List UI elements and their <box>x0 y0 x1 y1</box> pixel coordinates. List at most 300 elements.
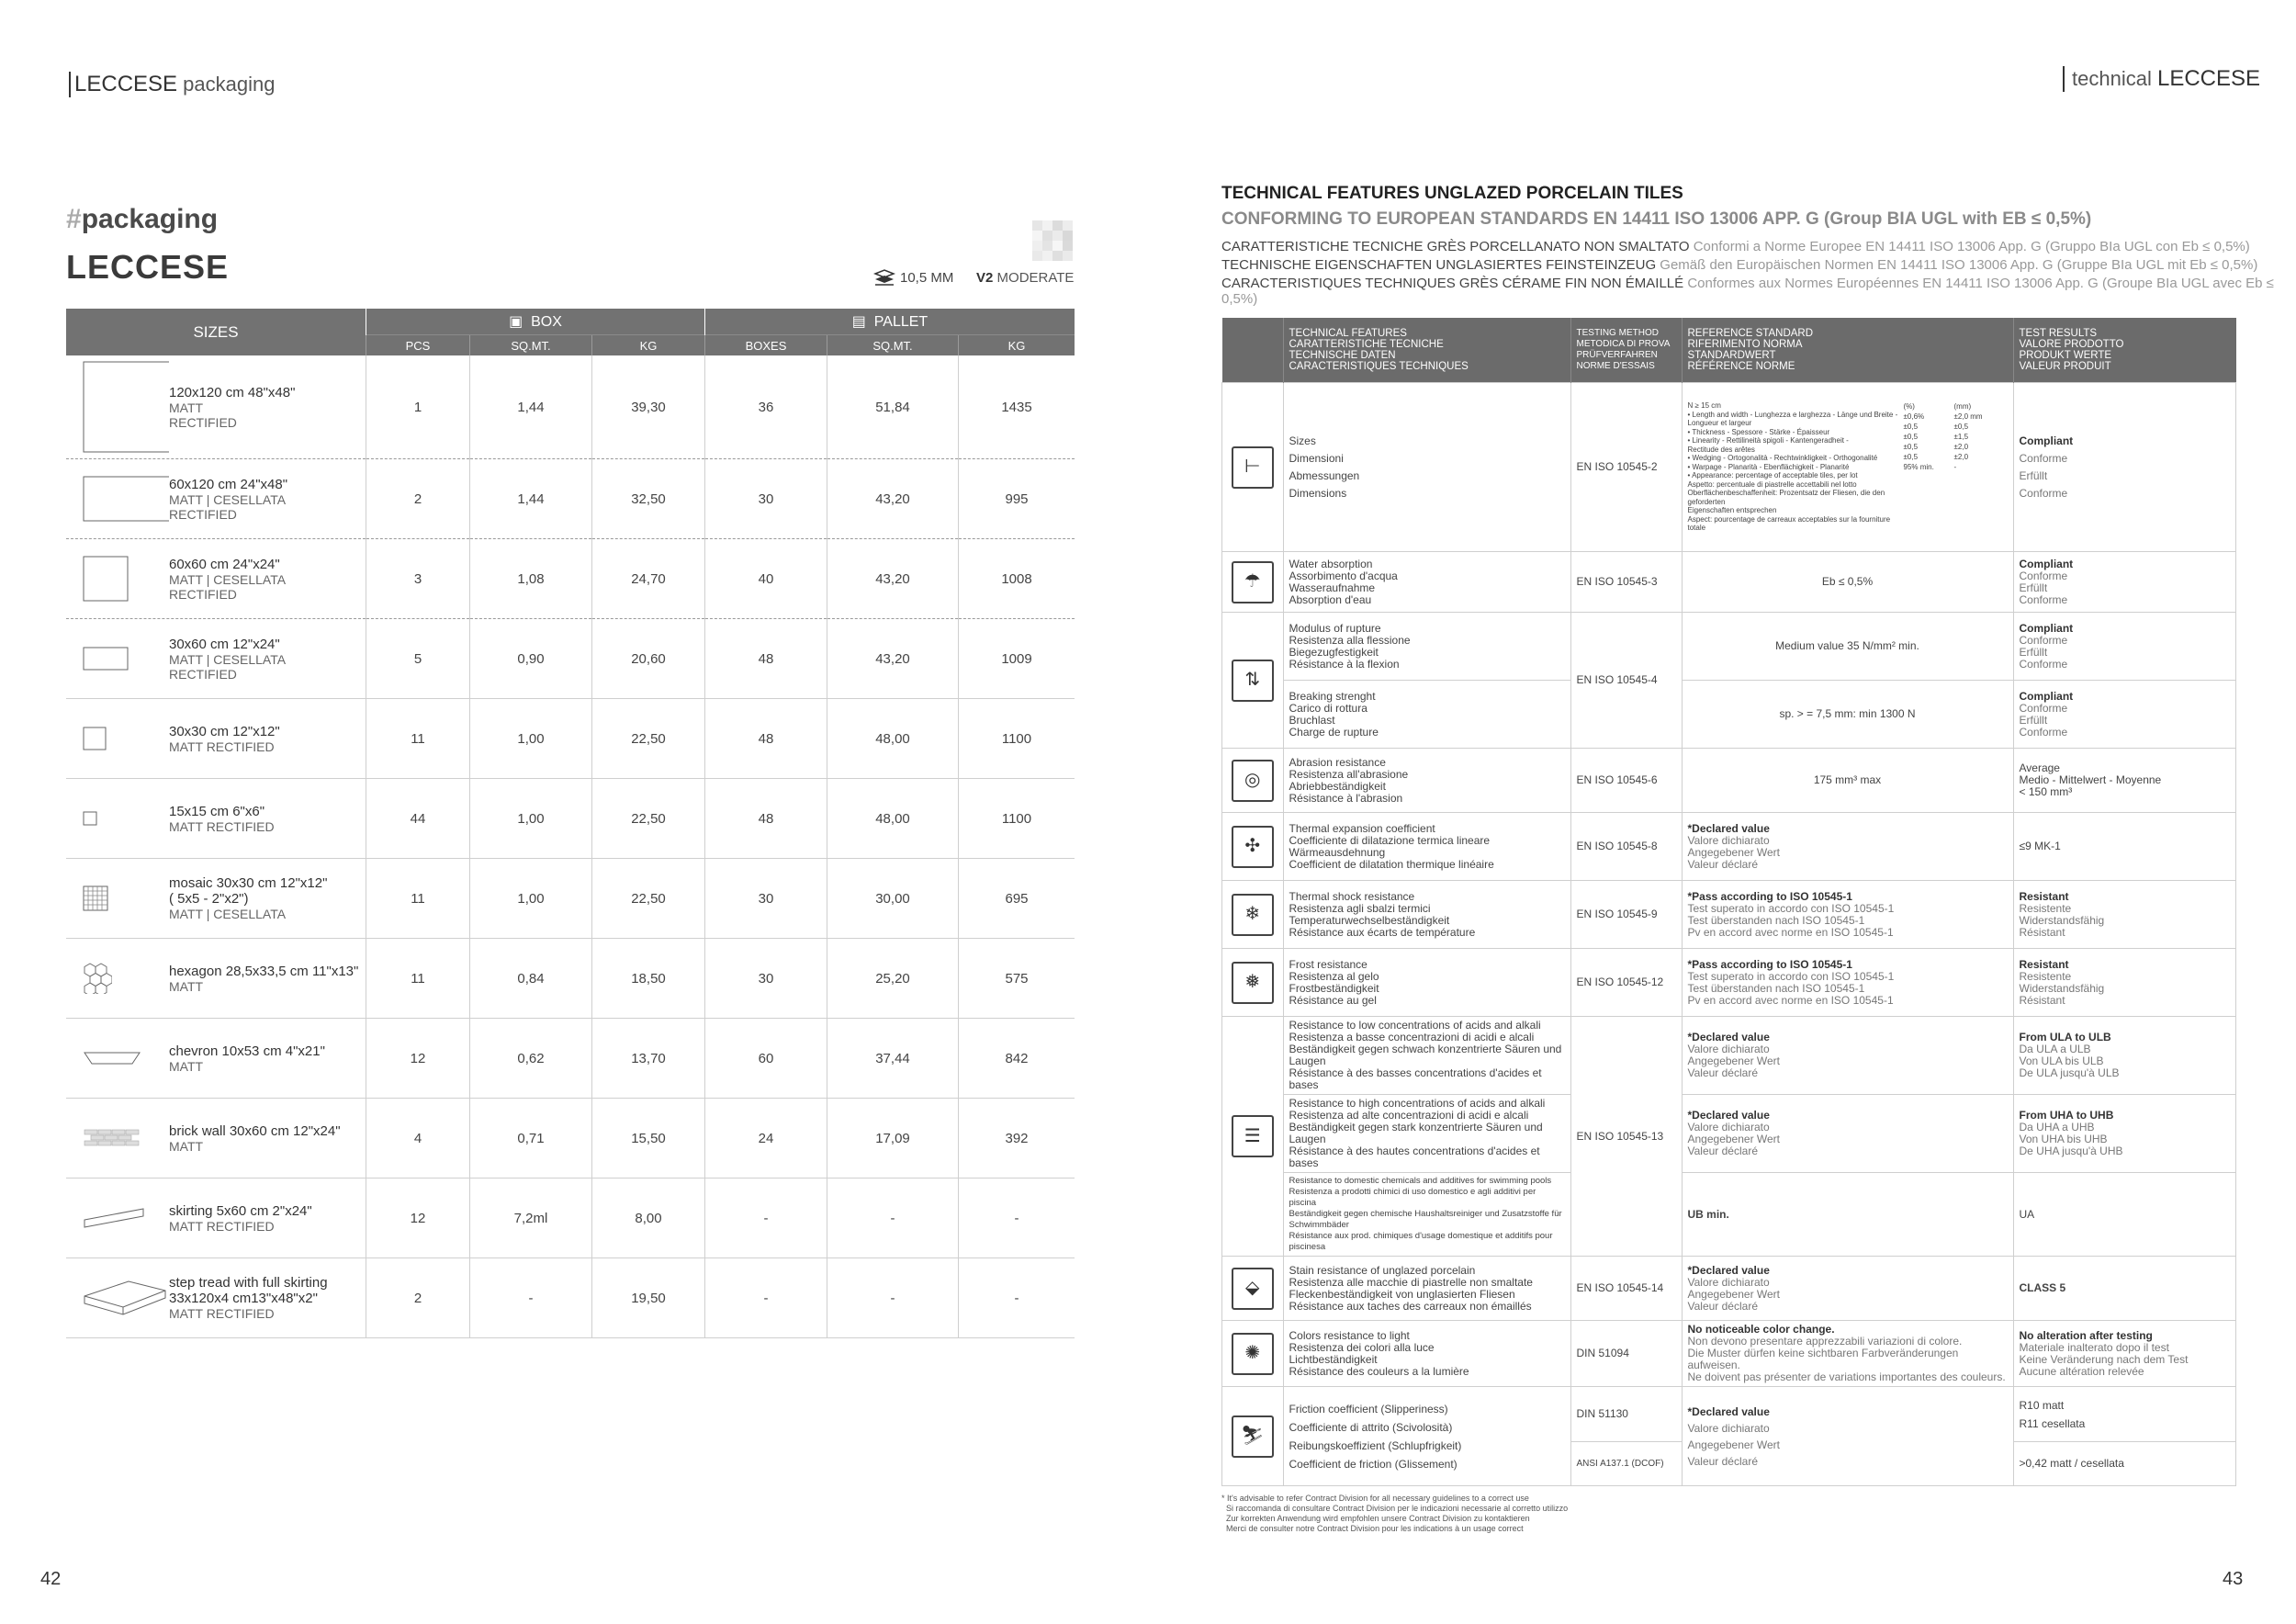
light-icon-cell <box>1222 1321 1284 1387</box>
text-line: Beständigkeit gegen chemische Haushaltsreiniger und Zusatzstoffe für <box>1289 1209 1562 1219</box>
cell-pkg: 1100 <box>959 699 1075 779</box>
header-brand: LECCESE <box>74 72 178 96</box>
text-line: Resistenza alle macchie di piastrelle non smaltate <box>1289 1275 1533 1289</box>
cell-pcs: 11 <box>366 699 470 779</box>
text-line: Zur korrekten Anwendung wird empfohlen unsere Contract Division zu kontaktieren <box>1221 1514 1530 1523</box>
cell-psqm: 17,09 <box>827 1099 959 1179</box>
header-brand: LECCESE <box>2156 66 2261 91</box>
text-line: From UHA to UHB <box>2019 1109 2114 1122</box>
cell-pcs: 1 <box>366 355 470 459</box>
text-line: *Declared value <box>1687 821 1770 835</box>
colors-reference <box>1682 1321 2013 1387</box>
text-line: Die Muster dürfen keine sichtbaren Farbveränderungen aufweisen. <box>1687 1347 1959 1371</box>
breaking-reference: sp. > = 7,5 mm: min 1300 N <box>1682 681 2013 749</box>
text-line: Valeur déclaré <box>1687 1066 1758 1079</box>
swatch-tile <box>1063 220 1073 231</box>
text-line: Materiale inalterato dopo il test <box>2019 1340 2169 1354</box>
text-line: Résistance aux écarts de température <box>1289 925 1476 939</box>
col-pallet-sqmt: SQ.MT. <box>827 335 959 356</box>
text-line: Conforme <box>2019 451 2068 465</box>
size-name-2: ( 5x5 - 2"x2") <box>169 891 249 907</box>
text-line: Frost resistance <box>1289 957 1367 971</box>
text-line: Test überstanden nach ISO 10545-1 <box>1687 913 1865 927</box>
cell-boxes: 30 <box>705 939 827 1019</box>
size-name: chevron 10x53 cm 4"x21" <box>169 1043 325 1059</box>
cell-boxes: 30 <box>705 459 827 539</box>
text-line: Erfüllt <box>2019 713 2048 727</box>
acids-method: EN ISO 10545-13 <box>1570 1017 1682 1257</box>
cell-pkg: 392 <box>959 1099 1075 1179</box>
text-line: Resistente <box>2019 901 2072 915</box>
cell-pkg: 995 <box>959 459 1075 539</box>
text-line: Valore dichiarato <box>1687 1043 1770 1055</box>
text-line: Resistenza a basse concentrazioni di acidi e alcali <box>1289 1031 1535 1043</box>
text-line: Conforme <box>2019 701 2068 715</box>
cell-pcs: 44 <box>366 779 470 859</box>
text-line: Resistenza all'abrasione <box>1289 767 1409 781</box>
cell-psqm: 51,84 <box>827 355 959 459</box>
swatch-tile <box>1042 251 1052 261</box>
group-box <box>366 309 705 335</box>
text-line: Pv en accord avec norme en ISO 10545-1 <box>1687 925 1894 939</box>
cell-psqm: - <box>827 1179 959 1258</box>
swatch-tile <box>1063 241 1073 251</box>
text-line: Reibungskoeffizient (Schlupfrigkeit) <box>1289 1438 1462 1452</box>
text-line: Coefficient de dilatation thermique linéaire <box>1289 857 1494 871</box>
chemical-icon-cell <box>1222 1017 1284 1257</box>
cell-kg: 32,50 <box>592 459 705 539</box>
text-line: *Declared value <box>1687 1031 1770 1043</box>
lang-line-it-strong: CARATTERISTICHE TECNICHE GRÈS PORCELLANATO NON SMALTATO <box>1221 239 1690 254</box>
text-line: Résistance au gel <box>1289 993 1377 1007</box>
caliper-icon: ⊢ <box>1232 446 1274 489</box>
text-line: Carico di rottura <box>1289 701 1367 715</box>
cell-boxes: 36 <box>705 355 827 459</box>
swatch-tile <box>1032 251 1042 261</box>
text-line: CARACTERISTIQUES TECHNIQUES <box>1289 361 1469 372</box>
cell-boxes: - <box>705 1258 827 1338</box>
thermal-shock-method: EN ISO 10545-9 <box>1570 881 1682 949</box>
shade-code: V2 <box>976 270 994 286</box>
text-line: Compliant <box>2019 434 2074 447</box>
thermal-expansion-icon-cell <box>1222 813 1284 881</box>
cell-pcs: 11 <box>366 939 470 1019</box>
cell-sqm: 0,71 <box>470 1099 592 1179</box>
chemical-icon: ☰ <box>1232 1115 1274 1157</box>
tile-format-icon <box>66 885 169 911</box>
col-results <box>2013 318 2236 383</box>
text-line: *Declared value <box>1687 1404 1770 1418</box>
frost-icon-cell <box>1222 949 1284 1017</box>
text-line: Fleckenbeständigkeit von unglasierten Fliesen <box>1289 1287 1515 1301</box>
domestic-features <box>1283 1173 1570 1257</box>
text-line: *Pass according to ISO 10545-1 <box>1687 889 1852 903</box>
icon-col-header <box>1222 318 1284 383</box>
swatch-tile <box>1052 231 1063 241</box>
sizes-features <box>1283 383 1570 552</box>
text-line: TEST RESULTS <box>2019 328 2098 339</box>
text-line: Resistenza a prodotti chimici di uso domestico e agli additivi per piscina <box>1289 1187 1536 1208</box>
abrasion-results <box>2013 749 2236 813</box>
text-line: Medio - Mittelwert - Moyenne <box>2019 773 2162 786</box>
col-pallet-kg: KG <box>959 335 1075 356</box>
swatch-tile <box>1042 241 1052 251</box>
cell-kg: 15,50 <box>592 1099 705 1179</box>
size-finish: MATT <box>169 1138 204 1154</box>
text-line: Valore dichiarato <box>1687 833 1770 847</box>
lang-line-fr-light: Conformes aux Normes Européennes EN 14411 ISO 13006 App. G (Groupe BIa UGL avec Eb ≤ 0,5%) <box>1221 276 2274 307</box>
table-row <box>66 355 1075 459</box>
text-line: De ULA jusqu'à ULB <box>2019 1066 2120 1079</box>
text-line: Conforme <box>2019 657 2068 671</box>
technical-table <box>1221 318 2236 1486</box>
size-finish: MATT RECTIFIED <box>169 1306 275 1321</box>
text-line: Non devono presentare apprezzabili variazioni di colore. <box>1687 1335 1963 1348</box>
water-icon-cell <box>1222 552 1284 613</box>
text-line: Beständigkeit gegen stark konzentrierte Säuren und Laugen <box>1289 1121 1543 1145</box>
text-line: Resistenza alla flessione <box>1289 633 1411 647</box>
text-line: * It's advisable to refer Contract Division for all necessary guidelines to a correct use <box>1221 1494 1529 1503</box>
friction-icon-cell <box>1222 1387 1284 1486</box>
text-line: ±2,0 mm <box>1953 412 1983 422</box>
text-line: TECHNISCHE DATEN <box>1289 350 1396 361</box>
stain-icon-cell <box>1222 1257 1284 1321</box>
text-line: Average <box>2019 761 2060 774</box>
text-line: METODICA DI PROVA <box>1576 339 1671 349</box>
friction-method: DIN 51130 <box>1570 1387 1682 1442</box>
cell-kg: 22,50 <box>592 699 705 779</box>
text-line: Résistant <box>2019 993 2065 1007</box>
cell-boxes: - <box>705 1179 827 1258</box>
tile-format-icon <box>66 647 169 671</box>
text-line: Aucune altération relevée <box>2019 1364 2144 1378</box>
tile-format-icon <box>66 1278 169 1318</box>
abrasion-method: EN ISO 10545-6 <box>1570 749 1682 813</box>
text-line: Pv en accord avec norme en ISO 10545-1 <box>1687 993 1894 1007</box>
text-line: Compliant <box>2019 621 2074 635</box>
text-line: R10 matt <box>2019 1398 2065 1412</box>
text-line: VALEUR PRODUIT <box>2019 361 2111 372</box>
text-line: RIFERIMENTO NORMA <box>1687 339 1803 350</box>
size-text <box>169 1123 341 1154</box>
cell-pkg: - <box>959 1179 1075 1258</box>
cell-pcs: 2 <box>366 1258 470 1338</box>
text-line: Da UHA a UHB <box>2019 1121 2095 1133</box>
text-line: Valeur déclaré <box>1687 857 1758 871</box>
text-line: Colors resistance to light <box>1289 1328 1410 1342</box>
colors-features <box>1283 1321 1570 1387</box>
cell-pkg: 1008 <box>959 539 1075 619</box>
text-line: Oberflächenbeschaffenheit: Prozentsatz der Fliesen, die den geforderten <box>1687 489 1885 506</box>
tile-format-icon <box>66 1051 169 1066</box>
text-line: Conforme <box>2019 592 2068 606</box>
text-line: ±0,5 <box>1903 443 1919 452</box>
tile-format-icon <box>66 1207 169 1229</box>
text-line: Résistance à l'abrasion <box>1289 791 1403 805</box>
abrasion-reference: 175 mm³ max <box>1682 749 2013 813</box>
cell-boxes: 30 <box>705 859 827 939</box>
text-line: No noticeable color change. <box>1687 1323 1835 1336</box>
text-line: Resistance to low concentrations of acids and alkali <box>1289 1019 1541 1032</box>
size-finish: MATT | CESELLATA <box>169 907 287 921</box>
text-line: Résistance aux taches des carreaux non émaillés <box>1289 1299 1532 1313</box>
text-line: TECHNICAL FEATURES <box>1289 328 1407 339</box>
size-text <box>169 1275 328 1321</box>
colors-results <box>2013 1321 2236 1387</box>
swatch-tile <box>1032 220 1042 231</box>
cell-kg: 18,50 <box>592 939 705 1019</box>
table-row <box>66 859 1075 939</box>
brand-title: LECCESE <box>66 248 230 286</box>
size-text <box>169 724 280 754</box>
text-line: ±0,5 <box>1903 453 1919 462</box>
text-line: Aspect: pourcentage de carreaux acceptables sur la fourniture totale <box>1687 514 1891 533</box>
lang-line-de-strong: TECHNISCHE EIGENSCHAFTEN UNGLASIERTES FEINSTEINZEUG <box>1221 257 1657 273</box>
text-line: VALORE PRODOTTO <box>2019 339 2124 350</box>
slip-icon: ⛷ <box>1232 1415 1274 1458</box>
friction-features <box>1283 1387 1570 1486</box>
swatch-tile <box>1032 231 1042 241</box>
size-name: 120x120 cm 48"x48" <box>169 384 296 400</box>
size-cell <box>66 355 366 459</box>
size-finish: MATT | CESELLATA <box>169 491 287 507</box>
text-line: Conforme <box>2019 725 2068 739</box>
size-name: skirting 5x60 cm 2"x24" <box>169 1202 312 1219</box>
tile-format-icon <box>66 361 169 453</box>
thermal-exp-results: ≤9 MK-1 <box>2013 813 2236 881</box>
lang-line-de-light: Gemäß den Europäischen Normen EN 14411 ISO 13006 App. G (Gruppe BIa UGL mit Eb ≤ 0,5%) <box>1660 257 2258 273</box>
cell-kg: 20,60 <box>592 619 705 699</box>
text-line: Dimensions <box>1289 486 1347 500</box>
cell-sqm: 0,84 <box>470 939 592 1019</box>
text-line: Angegebener Wert <box>1687 1438 1781 1451</box>
size-finish-2: RECTIFIED <box>169 414 237 430</box>
text-line: • Length and width - Lunghezza e larghezza - Länge und Breite - <box>1687 410 1898 419</box>
text-line: Widerstandsfähig <box>2019 913 2105 927</box>
page-number-right: 43 <box>2223 1569 2244 1589</box>
size-text <box>169 964 358 994</box>
text-line: Dimensioni <box>1289 451 1344 465</box>
col-pcs: PCS <box>366 335 470 356</box>
text-line: Eigenschaften entsprechen <box>1687 506 1777 515</box>
thickness-indicator <box>872 268 953 287</box>
cell-pcs: 4 <box>366 1099 470 1179</box>
size-finish: MATT RECTIFIED <box>169 818 275 834</box>
cell-sqm: 1,08 <box>470 539 592 619</box>
size-finish: MATT RECTIFIED <box>169 739 275 754</box>
text-line: Conforme <box>2019 486 2068 500</box>
text-line: Angegebener Wert <box>1687 1133 1781 1145</box>
group-pallet <box>705 309 1075 335</box>
table-row <box>66 939 1075 1019</box>
text-line: • Linearity - Rettilineità spigoli - Kantengeradheit - <box>1687 436 1849 445</box>
text-line: ±0,5 <box>1953 423 1969 432</box>
size-name: 30x60 cm 12"x24" <box>169 636 280 652</box>
shade-variation <box>976 270 1074 286</box>
text-line: *Declared value <box>1687 1263 1770 1277</box>
size-finish-2: RECTIFIED <box>169 666 237 682</box>
text-line: Resistenza al gelo <box>1289 969 1379 983</box>
breaking-results <box>2013 681 2236 749</box>
text-line: (mm) <box>1953 402 1972 412</box>
thermal-shock-reference <box>1682 881 2013 949</box>
col-box-kg: KG <box>592 335 705 356</box>
size-text <box>169 385 295 430</box>
text-line: ±2,0 <box>1953 443 1969 452</box>
size-text <box>169 1043 325 1074</box>
size-cell <box>66 459 366 539</box>
acids-low-reference <box>1682 1017 2013 1095</box>
lang-line-fr <box>1221 276 2296 307</box>
breaking-features <box>1283 681 1570 749</box>
group-pallet-label: PALLET <box>873 314 929 330</box>
text-line: Valore dichiarato <box>1687 1275 1770 1289</box>
expansion-icon: ✣ <box>1232 826 1274 868</box>
tech-title: TECHNICAL FEATURES UNGLAZED PORCELAIN TILES <box>1221 184 1683 203</box>
cell-pkg: 1435 <box>959 355 1075 459</box>
frost-results <box>2013 949 2236 1017</box>
cell-boxes: 60 <box>705 1019 827 1099</box>
size-name: brick wall 30x60 cm 12"x24" <box>169 1122 341 1139</box>
frost-features <box>1283 949 1570 1017</box>
thermal-shock-features <box>1283 881 1570 949</box>
col-sizes: SIZES <box>66 309 366 355</box>
frost-icon: ❅ <box>1232 962 1274 1004</box>
text-line: Schwimmbäder <box>1289 1220 1349 1230</box>
stain-method: EN ISO 10545-14 <box>1570 1257 1682 1321</box>
text-line: Résistance à la flexion <box>1289 657 1400 671</box>
text-line: CARATTERISTICHE TECNICHE <box>1289 339 1444 350</box>
tile-format-icon <box>66 811 169 826</box>
text-line: Conforme <box>2019 569 2068 582</box>
packaging-heading-text: packaging <box>81 204 219 234</box>
thermal-exp-features <box>1283 813 1570 881</box>
cell-sqm: 1,44 <box>470 355 592 459</box>
cell-boxes: 40 <box>705 539 827 619</box>
thermal-exp-method: EN ISO 10545-8 <box>1570 813 1682 881</box>
lang-line-it-light: Conformi a Norme Europee EN 14411 ISO 13006 App. G (Gruppo BIa UGL con Eb ≤ 0,5%) <box>1693 239 2250 254</box>
text-line: Da ULA a ULB <box>2019 1043 2091 1055</box>
box-icon: ▣ <box>509 314 523 330</box>
size-text <box>169 557 286 602</box>
sun-icon: ✺ <box>1232 1333 1274 1375</box>
running-header-right <box>2063 66 2260 92</box>
text-line: Aspetto: percentuale di piastrelle accettabili nel lotto <box>1687 479 1857 489</box>
text-line: Assorbimento d'acqua <box>1289 569 1398 582</box>
size-cell <box>66 1258 366 1338</box>
swatch-tile <box>1042 231 1052 241</box>
stain-reference <box>1682 1257 2013 1321</box>
size-finish-2: RECTIFIED <box>169 586 237 602</box>
cell-psqm: - <box>827 1258 959 1338</box>
cell-pcs: 11 <box>366 859 470 939</box>
friction-results <box>2013 1387 2236 1442</box>
swatch-tile <box>1063 251 1073 261</box>
size-name-2: 33x120x4 cm13"x48"x2" <box>169 1291 318 1306</box>
acids-low-features <box>1283 1017 1570 1095</box>
table-row <box>66 1179 1075 1258</box>
lang-line-fr-strong: CARACTERISTIQUES TECHNIQUES GRÈS CÉRAME FIN NON ÉMAILLÉ <box>1221 276 1684 291</box>
size-text <box>169 875 327 921</box>
size-text <box>169 1203 312 1234</box>
acids-high-features <box>1283 1095 1570 1173</box>
text-line: Stain resistance of unglazed porcelain <box>1289 1263 1476 1277</box>
size-name: hexagon 28,5x33,5 cm 11"x13" <box>169 963 359 979</box>
table-row <box>66 779 1075 859</box>
cell-psqm: 43,20 <box>827 539 959 619</box>
text-line: STANDARDWERT <box>1687 350 1776 361</box>
text-line: 95% min. <box>1903 463 1934 472</box>
swatch-tile <box>1063 231 1073 241</box>
text-line: Temperaturwechselbeständigkeit <box>1289 913 1450 927</box>
text-line: Valeur déclaré <box>1687 1145 1758 1157</box>
text-line: • Thickness - Spessore - Stärke - Épaisseur <box>1687 427 1830 436</box>
text-line: N ≥ 15 cm <box>1687 401 1721 411</box>
cell-boxes: 48 <box>705 699 827 779</box>
text-line: Ne doivent pas présenter de variations importantes des couleurs. <box>1687 1370 2006 1383</box>
text-line: Erfüllt <box>2019 645 2048 659</box>
cell-pkg: 575 <box>959 939 1075 1019</box>
col-method <box>1570 318 1682 383</box>
size-name: 60x60 cm 24"x24" <box>169 556 280 572</box>
text-line: Thermal shock resistance <box>1289 889 1415 903</box>
cell-kg: 8,00 <box>592 1179 705 1258</box>
text-line: Conforme <box>2019 633 2068 647</box>
cell-sqm: - <box>470 1258 592 1338</box>
text-line: Abrasion resistance <box>1289 755 1386 769</box>
cell-psqm: 37,44 <box>827 1019 959 1099</box>
text-line: Sizes <box>1289 434 1316 447</box>
running-header-left <box>69 72 275 97</box>
swatch-tile <box>1052 220 1063 231</box>
text-line: Résistance aux prod. chimiques d'usage domestique et additifs pour piscinesa <box>1289 1231 1553 1252</box>
text-line: Valeur déclaré <box>1687 1299 1758 1313</box>
size-name: mosaic 30x30 cm 12"x12" <box>169 875 328 891</box>
text-line: From ULA to ULB <box>2019 1031 2111 1043</box>
col-box-sqmt: SQ.MT. <box>470 335 592 356</box>
text-line: Von UHA bis UHB <box>2019 1133 2108 1145</box>
abrasion-features <box>1283 749 1570 813</box>
lang-line-de <box>1221 257 2257 273</box>
text-line: • Appearance: percentage of acceptable tiles, per lot <box>1687 471 1858 480</box>
friction-reference <box>1682 1387 2013 1486</box>
cell-boxes: 48 <box>705 619 827 699</box>
size-text <box>169 804 275 834</box>
page-number-left: 42 <box>40 1569 62 1589</box>
text-line: ±0,6% <box>1903 412 1925 422</box>
text-line: Compliant <box>2019 689 2074 703</box>
size-finish-2: RECTIFIED <box>169 506 237 522</box>
domestic-results: UA <box>2013 1173 2236 1257</box>
text-line: Water absorption <box>1289 557 1373 570</box>
shade-variation-icon <box>1032 220 1073 261</box>
text-line: Valore dichiarato <box>1687 1421 1770 1435</box>
table-row <box>66 1258 1075 1338</box>
cell-kg: 13,70 <box>592 1019 705 1099</box>
text-line: Si raccomanda di consultare Contract Division per le indicazioni necessarie al corretto utilizzo <box>1221 1504 1569 1513</box>
text-line: TESTING METHOD <box>1576 328 1659 338</box>
text-line: Breaking strenght <box>1289 689 1376 703</box>
swatch-tile <box>1052 241 1063 251</box>
size-name: step tread with full skirting <box>169 1275 328 1291</box>
stain-icon: ⬙ <box>1232 1268 1274 1310</box>
thickness-icon <box>872 268 896 287</box>
cell-kg: 22,50 <box>592 779 705 859</box>
cell-pkg: 1100 <box>959 779 1075 859</box>
group-box-label: BOX <box>531 314 562 330</box>
size-name: 30x30 cm 12"x12" <box>169 723 280 739</box>
text-line: REFERENCE STANDARD <box>1687 328 1814 339</box>
